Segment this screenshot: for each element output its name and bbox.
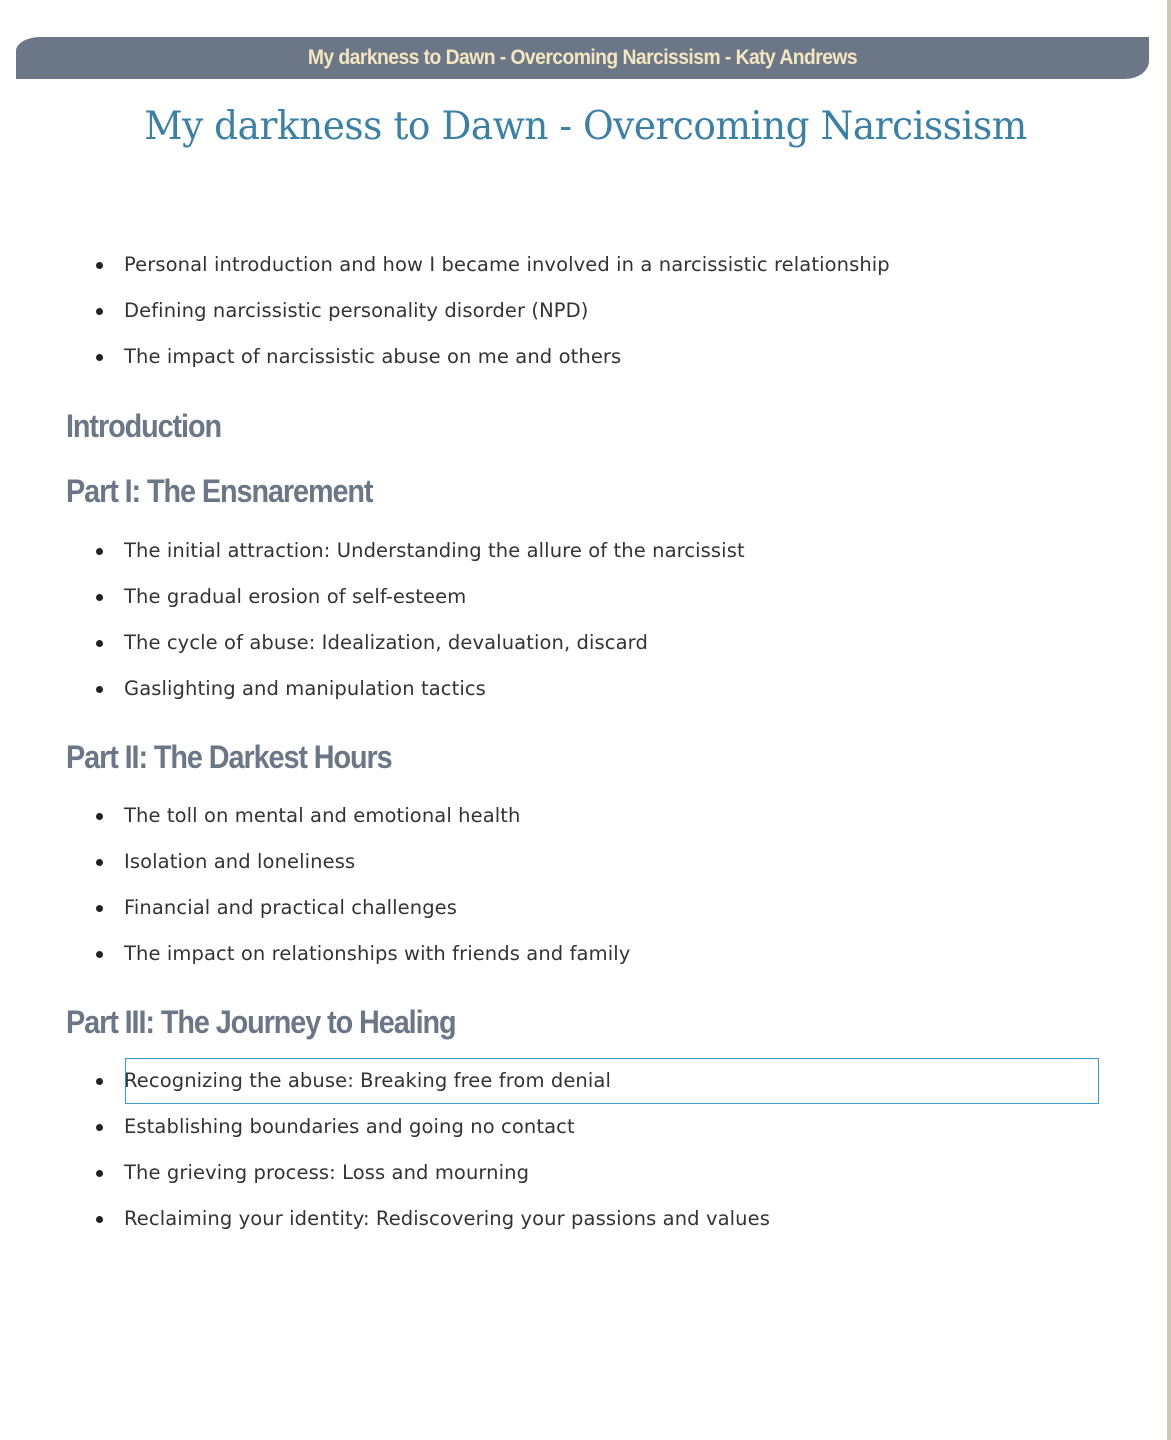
heading-part-1[interactable]: Part I: The Ensnarement (66, 473, 373, 509)
document-header-banner (16, 37, 1149, 79)
bullet-icon (96, 859, 103, 866)
list-item[interactable]: The toll on mental and emotional health (0, 793, 1171, 839)
bullet-icon (96, 951, 103, 958)
bullet-icon (96, 548, 103, 555)
bullet-icon (96, 594, 103, 601)
bullet-icon (96, 905, 103, 912)
list-item[interactable]: Establishing boundaries and going no contact (0, 1104, 1171, 1150)
bullet-icon (96, 686, 103, 693)
bullet-icon (96, 640, 103, 647)
bullet-icon (96, 1170, 103, 1177)
heading-introduction[interactable]: Introduction (66, 408, 222, 444)
selection-outline (125, 1058, 1099, 1104)
list-item[interactable]: Reclaiming your identity: Rediscovering your passions and values (0, 1196, 1171, 1242)
list-item[interactable]: Defining narcissistic personality disorder (NPD) (0, 288, 1171, 334)
list-item-selected[interactable]: Recognizing the abuse: Breaking free from denial (0, 1058, 1171, 1104)
heading-part-3[interactable]: Part III: The Journey to Healing (66, 1004, 456, 1040)
list-item[interactable]: Isolation and loneliness (0, 839, 1171, 885)
list-item[interactable]: The initial attraction: Understanding the allure of the narcissist (0, 528, 1171, 574)
bullet-icon (96, 354, 103, 361)
header-banner-text: My darkness to Dawn - Overcoming Narcissism - Katy Andrews (307, 46, 858, 69)
part-1-list[interactable] (0, 528, 1171, 712)
preface-list[interactable] (0, 242, 1171, 380)
bullet-icon (96, 308, 103, 315)
list-item[interactable]: Financial and practical challenges (0, 885, 1171, 931)
document-title[interactable]: My darkness to Dawn - Overcoming Narcissism (144, 104, 1027, 149)
list-item[interactable]: The grieving process: Loss and mourning (0, 1150, 1171, 1196)
list-item[interactable]: Gaslighting and manipulation tactics (0, 666, 1171, 712)
bullet-icon (96, 1078, 103, 1085)
list-item[interactable]: Personal introduction and how I became involved in a narcissistic relationship (0, 242, 1171, 288)
part-3-list[interactable] (0, 1058, 1171, 1242)
bullet-icon (96, 1216, 103, 1223)
bullet-icon (96, 262, 103, 269)
heading-part-2[interactable]: Part II: The Darkest Hours (66, 739, 392, 775)
part-2-list[interactable] (0, 793, 1171, 977)
list-item[interactable]: The cycle of abuse: Idealization, devaluation, discard (0, 620, 1171, 666)
bullet-icon (96, 1124, 103, 1131)
bullet-icon (96, 813, 103, 820)
list-item[interactable]: The gradual erosion of self-esteem (0, 574, 1171, 620)
list-item[interactable]: The impact on relationships with friends and family (0, 931, 1171, 977)
list-item[interactable]: The impact of narcissistic abuse on me and others (0, 334, 1171, 380)
